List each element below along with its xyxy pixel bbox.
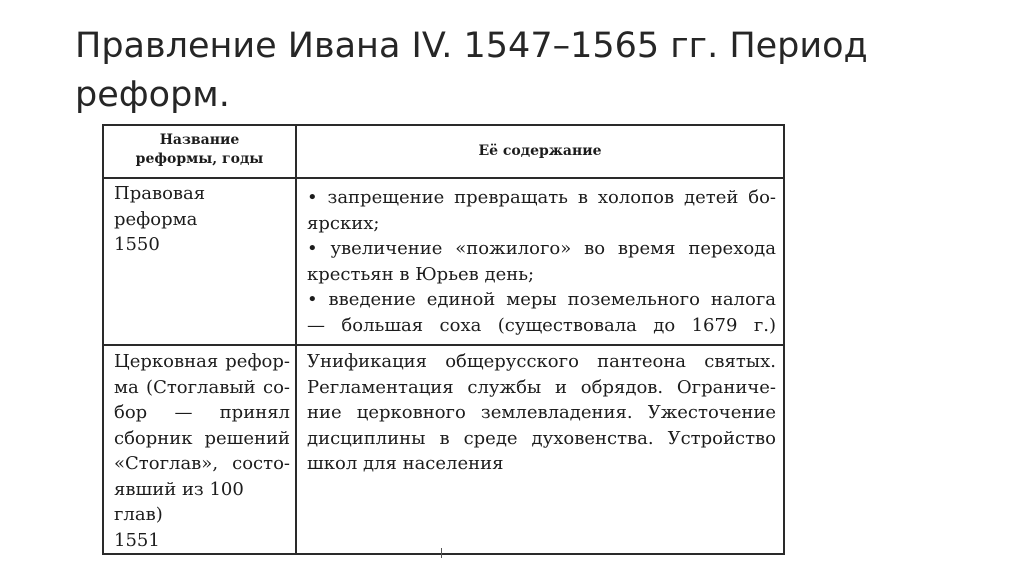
content-line: • введение единой меры поземельного налога [307, 289, 776, 310]
reform-name-line: Правовая [114, 183, 206, 204]
header-content-label: Её содержание [478, 143, 602, 159]
row-church-reform-name [114, 349, 290, 553]
reform-name-line: бор — принял [114, 402, 290, 423]
content-line: ние церковного землевладения. Ужесточение [307, 402, 776, 423]
content-line: Унификация общерусского пантеона святых. [307, 351, 776, 372]
content-line: • увеличение «пожилого» во время перехода [307, 238, 776, 259]
content-line: Регламентация службы и обрядов. Ограниче- [307, 376, 776, 398]
header-reform-name-line-1: Название [159, 132, 240, 148]
reform-name-line: реформа [114, 208, 198, 230]
reform-year: 1550 [114, 234, 160, 255]
content-line: крестьян в Юрьев день; [307, 263, 535, 285]
reform-name-line: сборник решений [114, 427, 290, 449]
content-line: школ для населения [307, 453, 504, 474]
scan-mark [441, 548, 442, 558]
reform-year: 1551 [114, 529, 160, 551]
row-legal-reform-content [307, 185, 776, 338]
reform-name-line: ма (Стоглавый со- [114, 376, 290, 398]
row-church-reform-content [307, 349, 776, 477]
header-reform-name [104, 131, 295, 169]
reform-name-line: глав) [114, 504, 163, 525]
slide-title-line-2: реформ. [75, 75, 230, 115]
header-divider [104, 177, 783, 179]
content-line: — большая соха (существовала до 1679 г.) [307, 314, 776, 336]
header-content [297, 142, 783, 161]
row-divider [104, 344, 783, 346]
reforms-table [102, 124, 785, 555]
slide-title-line-1: Правление Ивана IV. 1547–1565 гг. Период [75, 26, 868, 66]
reform-name-line: явший из 100 [114, 478, 244, 500]
row-legal-reform-name [114, 181, 290, 258]
content-line: • запрещение превращать в холопов детей бо- [307, 187, 776, 208]
content-line: дисциплины в среде духовенства. Устройство [307, 427, 776, 449]
header-reform-name-line-2: реформы, годы [135, 151, 264, 167]
slide-title [75, 22, 975, 120]
reform-name-line: Церковная рефор- [114, 351, 290, 372]
content-line: ярских; [307, 212, 380, 234]
column-divider [295, 126, 297, 553]
reform-name-line: «Стоглав», состо- [114, 453, 290, 474]
